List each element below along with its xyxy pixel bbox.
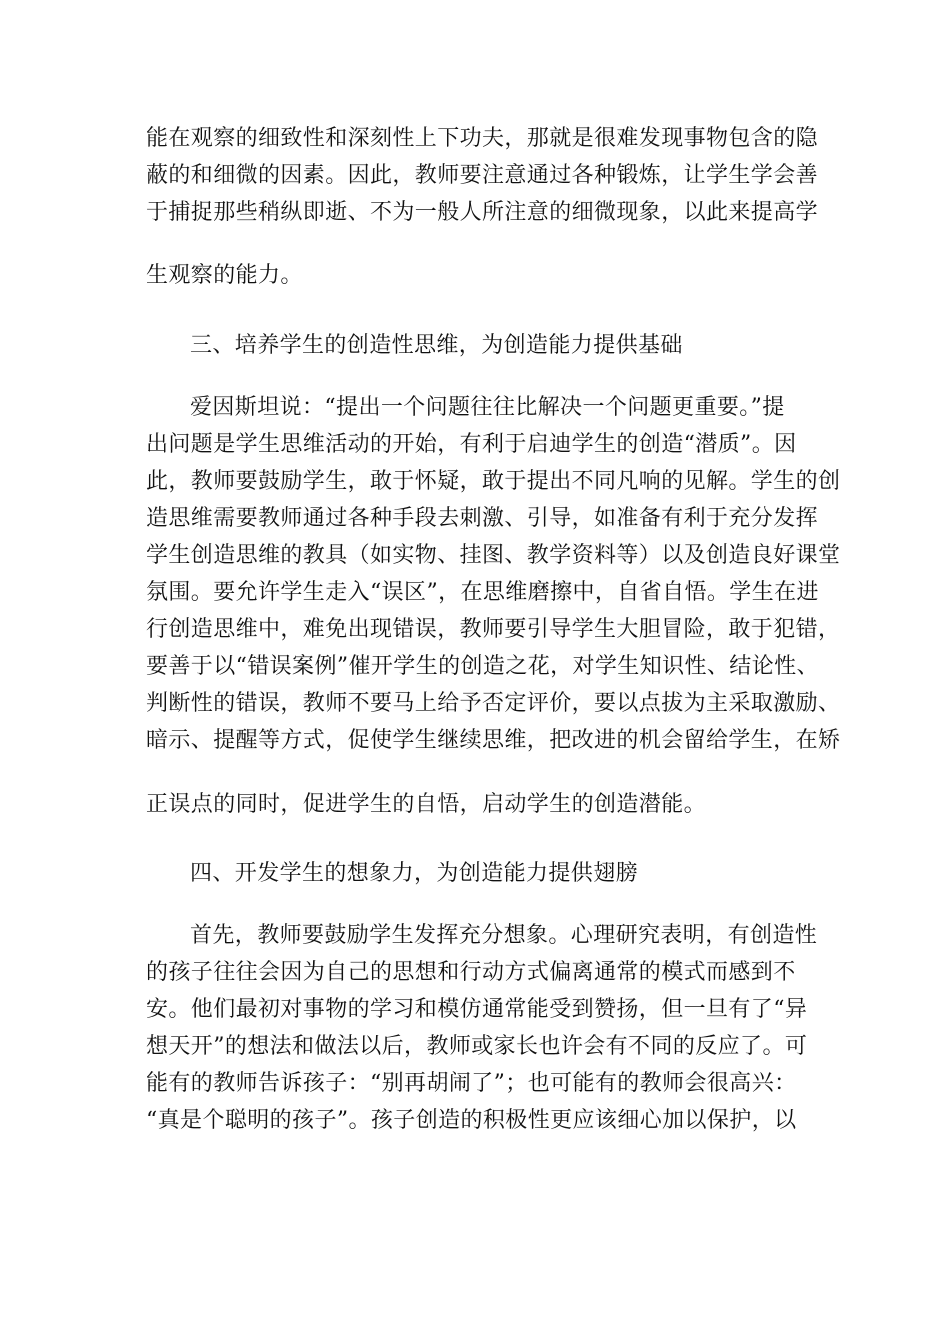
paragraph-2-line-6: 氛围。要允许学生走入“误区”，在思维磨擦中，自省自悟。学生在进 <box>146 580 819 605</box>
paragraph-3-line-3: 安。他们最初对事物的学习和模仿通常能受到赞扬，但一旦有了“异 <box>146 997 808 1022</box>
paragraph-2-line-10: 暗示、提醒等方式，促使学生继续思维，把改进的机会留给学生，在矫 <box>146 728 841 753</box>
paragraph-3-line-2: 的孩子往往会因为自己的思想和行动方式偏离通常的模式而感到不 <box>146 960 796 985</box>
paragraph-3-line-6: “真是个聪明的孩子”。孩子创造的积极性更应该细心加以保护，以 <box>146 1108 797 1133</box>
paragraph-3-line-5: 能有的教师告诉孩子：“别再胡闹了”；也可能有的教师会很高兴： <box>146 1071 797 1096</box>
paragraph-2-line-1: 爱因斯坦说：“提出一个问题往往比解决一个问题更重要。”提 <box>190 395 785 420</box>
paragraph-2-line-4: 造思维需要教师通过各种手段去刺激、引导，如准备有利于充分发挥 <box>146 506 819 531</box>
paragraph-3-line-1: 首先，教师要鼓励学生发挥充分想象。心理研究表明，有创造性 <box>190 923 818 948</box>
section-heading-4: 四、开发学生的想象力，为创造能力提供翅膀 <box>190 861 639 886</box>
paragraph-2-line-9: 判断性的错误，教师不要马上给予否定评价，要以点拔为主采取激励、 <box>146 691 841 716</box>
section-heading-3: 三、培养学生的创造性思维，为创造能力提供基础 <box>190 333 683 358</box>
paragraph-2-line-5: 学生创造思维的教具（如实物、挂图、教学资料等）以及创造良好课堂 <box>146 543 841 568</box>
paragraph-1-line-2: 蔽的和细微的因素。因此，教师要注意通过各种锻炼，让学生学会善 <box>146 163 819 188</box>
paragraph-1-line-1: 能在观察的细致性和深刻性上下功夫，那就是很难发现事物包含的隐 <box>146 126 819 151</box>
paragraph-2-line-11: 正误点的同时，促进学生的自悟，启动学生的创造潜能。 <box>146 792 707 817</box>
paragraph-2-line-2: 出问题是学生思维活动的开始，有利于启迪学生的创造“潜质”。因 <box>146 432 797 457</box>
paragraph-1-line-4: 生观察的能力。 <box>146 263 303 288</box>
paragraph-2-line-8: 要善于以“错误案例”催开学生的创造之花，对学生知识性、结论性、 <box>146 654 819 679</box>
paragraph-1-line-3: 于捕捉那些稍纵即逝、不为一般人所注意的细微现象，以此来提高学 <box>146 200 819 225</box>
paragraph-3-line-4: 想天开”的想法和做法以后，教师或家长也许会有不同的反应了。可 <box>146 1034 808 1059</box>
paragraph-2-line-3: 此，教师要鼓励学生，敢于怀疑，敢于提出不同凡响的见解。学生的创 <box>146 469 841 494</box>
paragraph-2-line-7: 行创造思维中，难免出现错误，教师要引导学生大胆冒险，敢于犯错， <box>146 617 841 642</box>
